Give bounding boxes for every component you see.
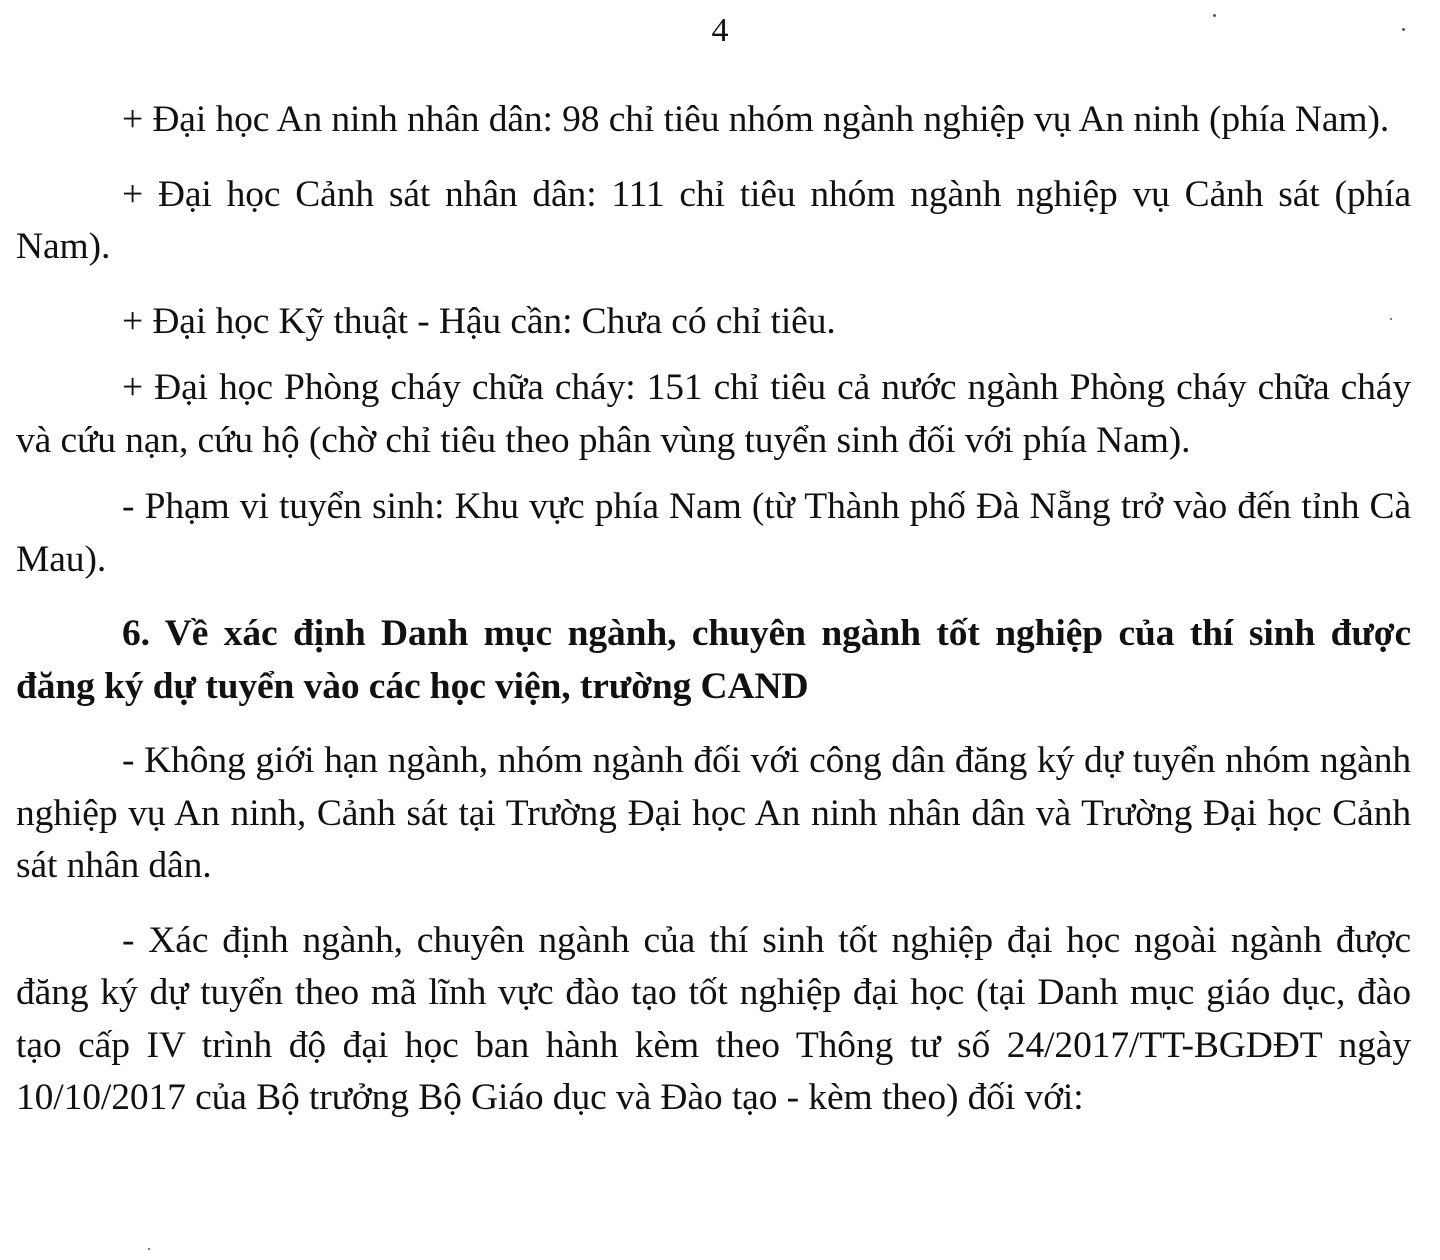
paragraph-xac-dinh-nganh: - Xác định ngành, chuyên ngành của thí sinh tốt nghiệp đại học ngoài ngành được đăng ký dự tuyển theo mã lĩnh vực đào tạo tốt nghiệp đại học (tại Danh mục giáo dục, đào tạo cấp IV trình độ đại học ban hành kèm theo Thông tư số 24/2017/TT-BGDĐT ngày 10/10/2017 của Bộ trưởng Bộ Giáo dục và Đào tạo - kèm theo) đối với: [16, 919, 1411, 1118]
scan-speck [1402, 28, 1405, 31]
scan-speck [148, 1248, 150, 1250]
paragraph-ky-thuat-hau-can: + Đại học Kỹ thuật - Hậu cần: Chưa có chỉ tiêu. [122, 300, 836, 342]
page-number: 4 [711, 12, 729, 49]
paragraph-canh-sat-quota: + Đại học Cảnh sát nhân dân: 111 chỉ tiêu nhóm ngành nghiệp vụ Cảnh sát (phía Nam). [16, 173, 1411, 267]
paragraph-khong-gioi-han-nganh: - Không giới hạn ngành, nhóm ngành đối với công dân đăng ký dự tuyển nhóm ngành nghiệp vụ An ninh, Cảnh sát tại Trường Đại học An ninh nhân dân và Trường Đại học Cảnh sát nhân dân. [16, 740, 1411, 886]
body-text [16, 94, 1411, 1125]
paragraph-an-ninh-quota: + Đại học An ninh nhân dân: 98 chỉ tiêu nhóm ngành nghiệp vụ An ninh (phía Nam). [122, 99, 1390, 140]
section-heading-6: 6. Về xác định Danh mục ngành, chuyên ngành tốt nghiệp của thí sinh được đăng ký dự tuyển vào các học viện, trường CAND [16, 613, 1411, 707]
paragraph-phong-chay-quota: + Đại học Phòng cháy chữa cháy: 151 chỉ tiêu cả nước ngành Phòng cháy chữa cháy và cứu nạn, cứu hộ (chờ chỉ tiêu theo phân vùng tuyển sinh đối với phía Nam). [16, 367, 1411, 461]
scan-speck [1213, 14, 1216, 17]
paragraph-pham-vi-tuyen-sinh: - Phạm vi tuyển sinh: Khu vực phía Nam (từ Thành phố Đà Nẵng trở vào đến tỉnh Cà Mau). [16, 486, 1411, 580]
